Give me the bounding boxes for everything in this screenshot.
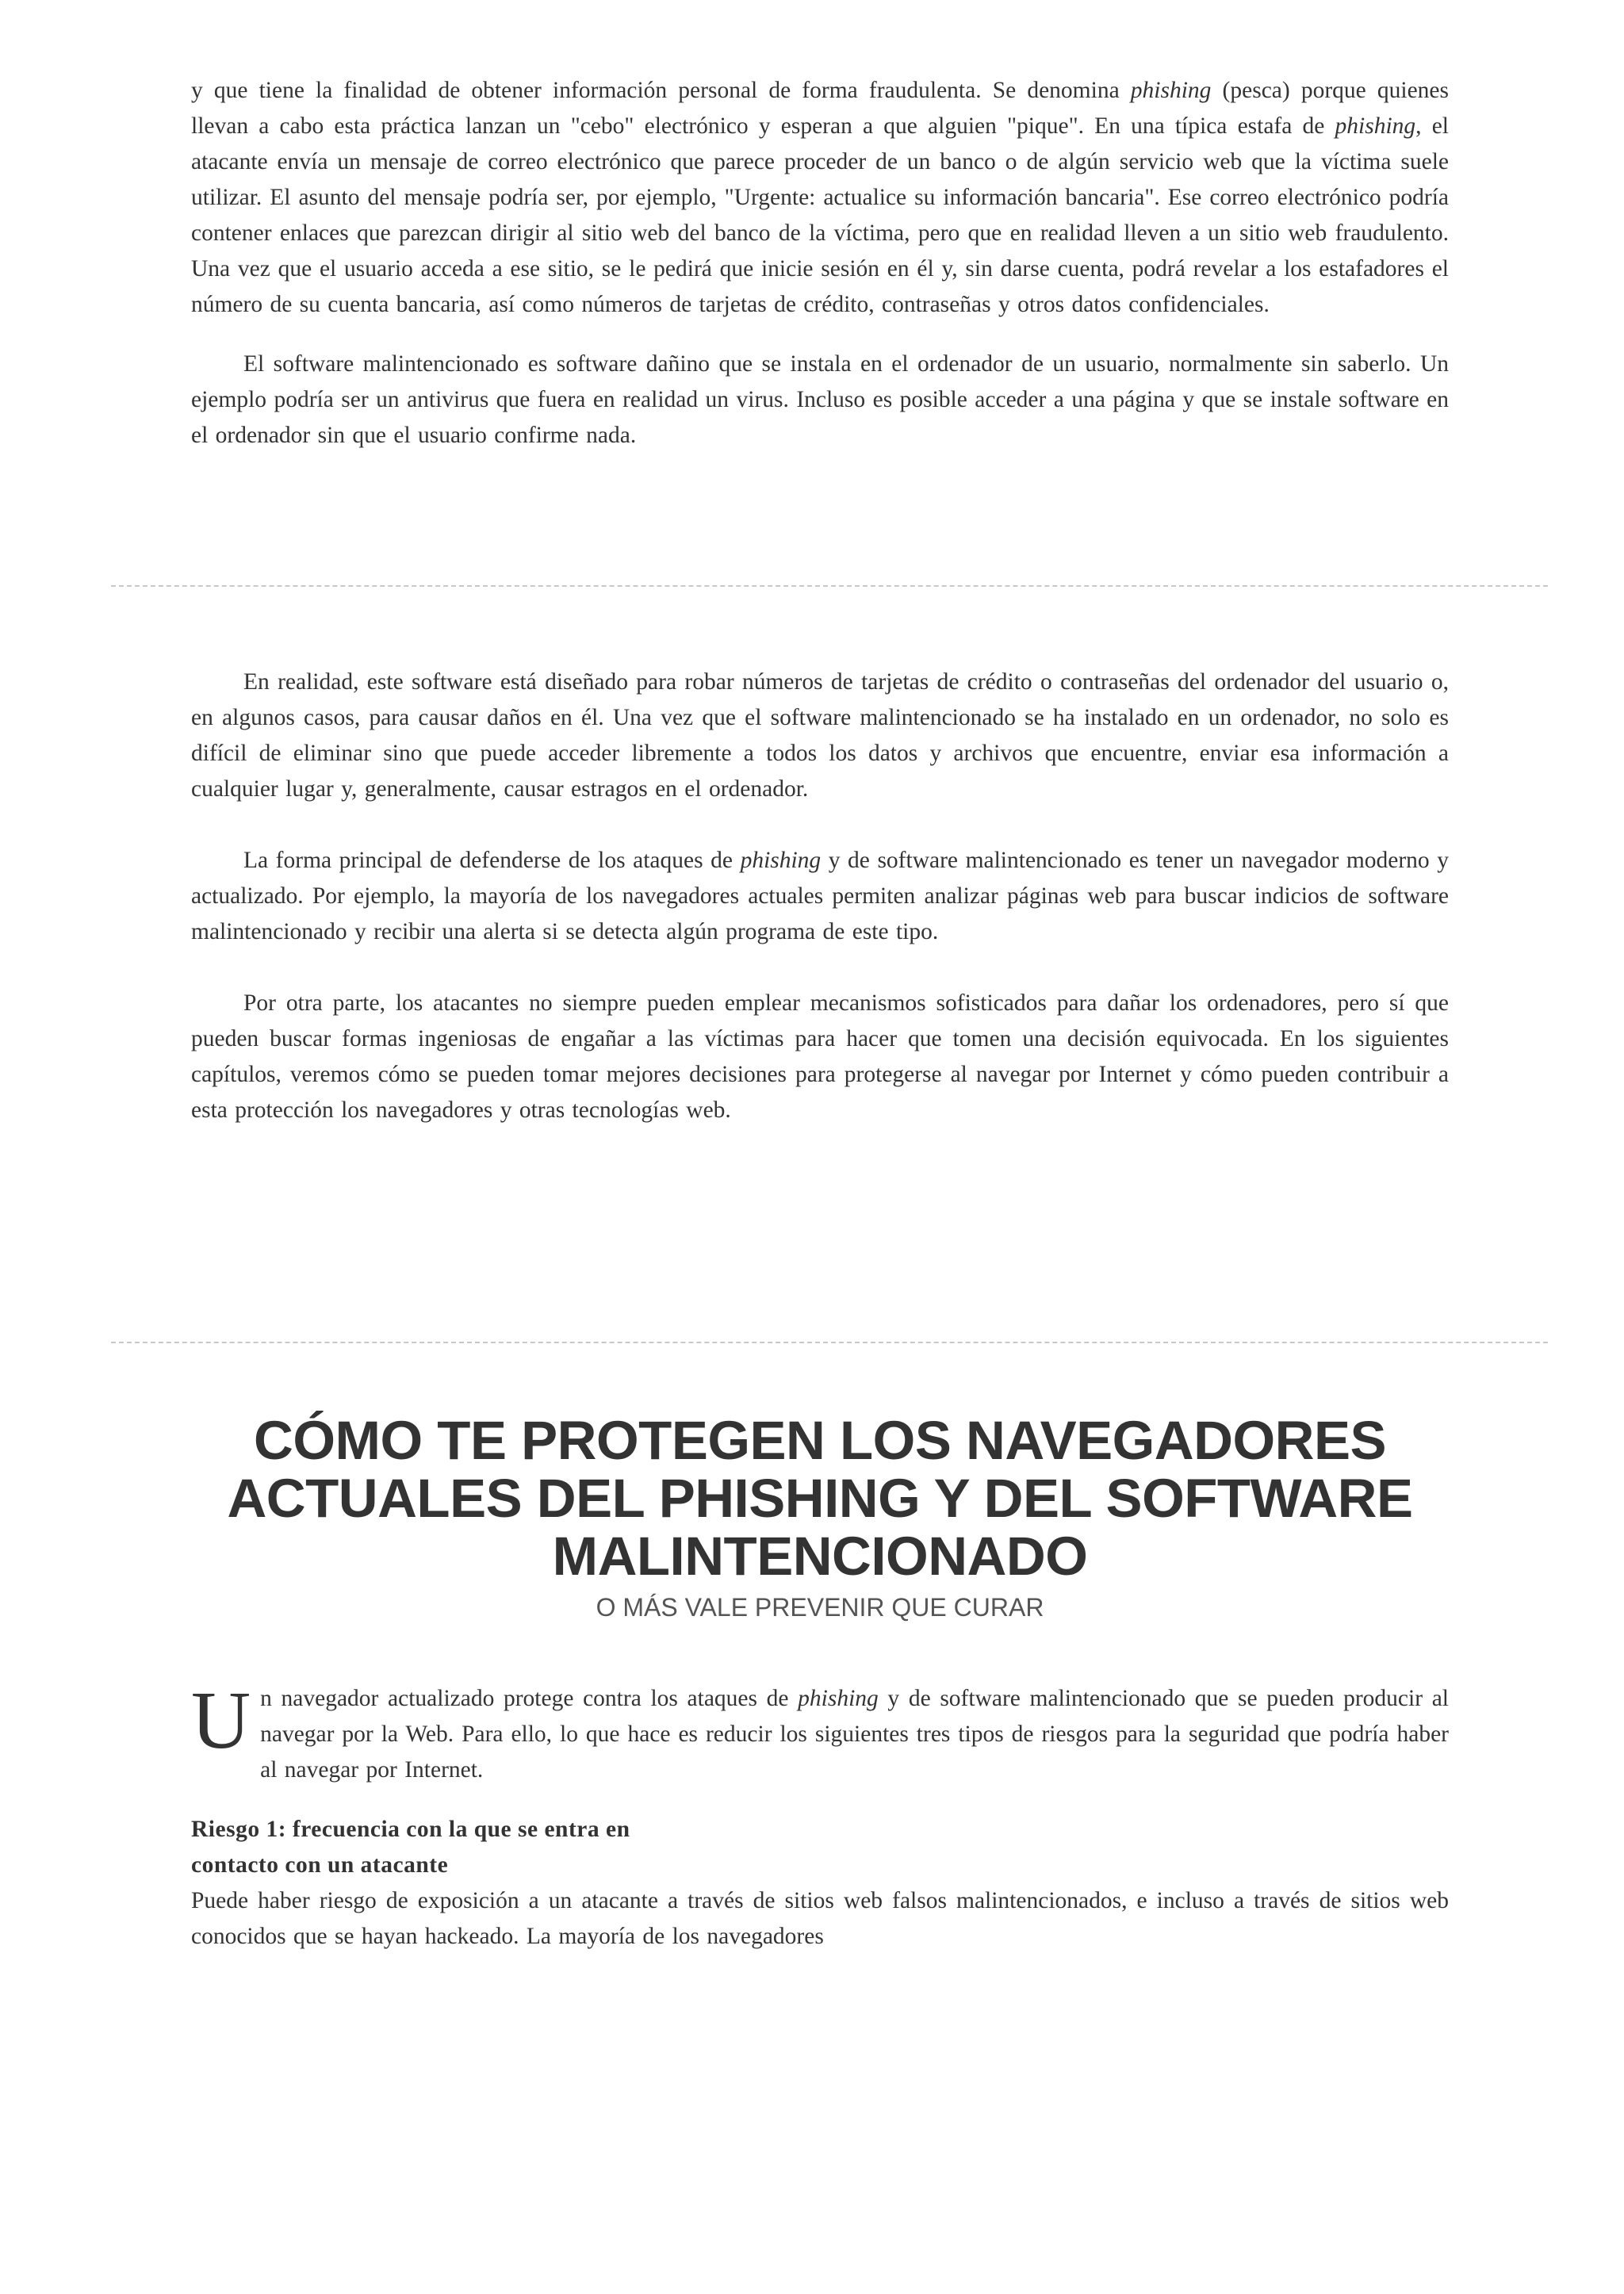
- malware-section: [191, 664, 1449, 1128]
- chapter-title-line: ACTUALES DEL PHISHING Y DEL SOFTWARE: [227, 1468, 1413, 1529]
- chapter-intro-text: n navegador actualizado protege contra los ataques de phishing y de software malintencionado que se pueden producir al navegar por la Web. Para ello, lo que hace es reducir los siguientes tres tipos de riesgos para la seguridad que podría haber al navegar por Internet.: [260, 1686, 1449, 1783]
- risk-1-heading-line: contacto con un atacante: [191, 1852, 449, 1878]
- chapter-body: [191, 1675, 1449, 1955]
- italic-term: phishing: [740, 848, 822, 873]
- italic-term: phishing: [1335, 113, 1416, 139]
- chapter-intro-paragraph: [191, 1675, 1449, 1788]
- risk-1-body: Puede haber riesgo de exposición a un atacante a través de sitios web falsos malintencionados, e incluso a través de sitios web conocidos que se hayan hackeado. La mayoría de los navegadores: [191, 1888, 1449, 1949]
- drop-cap: U: [191, 1675, 251, 1766]
- chapter-subtitle: O MÁS VALE PREVENIR QUE CURAR: [596, 1593, 1044, 1622]
- chapter-title-line: CÓMO TE PROTEGEN LOS NAVEGADORES: [253, 1410, 1386, 1471]
- chapter-title-line: MALINTENCIONADO: [552, 1526, 1088, 1587]
- continuation-section: [191, 73, 1449, 454]
- italic-term: phishing: [798, 1686, 879, 1711]
- risk-1-heading: [191, 1812, 699, 1883]
- italic-term: phishing: [1130, 78, 1212, 103]
- defense-paragraph: La forma principal de defenderse de los ataques de phishing y de software malintencionado es tener un navegador moderno y actualizado. Por ejemplo, la mayoría de los navegadores actuales permiten analizar páginas web para buscar indicios de software malintencionado y recibir una alerta si se detecta algún programa de este tipo.: [191, 848, 1449, 944]
- malware-definition-paragraph: El software malintencionado es software dañino que se instala en el ordenador de un usuario, normalmente sin saberlo. Un ejemplo podría ser un antivirus que fuera en realidad un virus. Incluso es posible acceder a una página y que se instale software en el ordenador sin que el usuario confirme nada.: [191, 351, 1449, 448]
- page-break-divider: [111, 585, 1548, 587]
- malware-effects-paragraph: En realidad, este software está diseñado para robar números de tarjetas de crédito o contraseñas del ordenador del usuario o, en algunos casos, para causar daños en él. Una vez que el software malintencionado se ha instalado en un ordenador, no solo es difícil de eliminar sino que puede acceder libremente a todos los datos y archivos que encuentre, enviar esa información a cualquier lugar y, generalmente, causar estragos en el ordenador.: [191, 669, 1449, 802]
- risk-1-heading-line: Riesgo 1: frecuencia con la que se entra en: [191, 1817, 630, 1842]
- page-break-divider: [111, 1342, 1548, 1343]
- phishing-definition-paragraph: y que tiene la finalidad de obtener información personal de forma fraudulenta. Se denomina phishing (pesca) porque quienes llevan a cabo esta práctica lanzan un "cebo" electrónico y esperan a que alguien "pique". En una típica estafa de phishing, el atacante envía un mensaje de correo electrónico que parece proceder de un banco o de algún servicio web que la víctima suele utilizar. El asunto del mensaje podría ser, por ejemplo, "Urgente: actualice su información bancaria". Ese correo electrónico podría contener enlaces que parezcan dirigir al sitio web del banco de la víctima, pero que en realidad lleven a un sitio web fraudulento. Una vez que el usuario acceda a ese sitio, se le pedirá que inicie sesión en él y, sin darse cuenta, podrá revelar a los estafadores el número de su cuenta bancaria, así como números de tarjetas de crédito, contraseñas y otros datos confidenciales.: [191, 78, 1449, 317]
- chapter-title: [191, 1411, 1449, 1585]
- deception-paragraph: Por otra parte, los atacantes no siempre pueden emplear mecanismos sofisticados para dañar los ordenadores, pero sí que pueden buscar formas ingeniosas de engañar a las víctimas para hacer que tomen una decisión equivocada. En los siguientes capítulos, veremos cómo se pueden tomar mejores decisiones para protegerse al navegar por Internet y cómo pueden contribuir a esta protección los navegadores y otras tecnologías web.: [191, 990, 1449, 1123]
